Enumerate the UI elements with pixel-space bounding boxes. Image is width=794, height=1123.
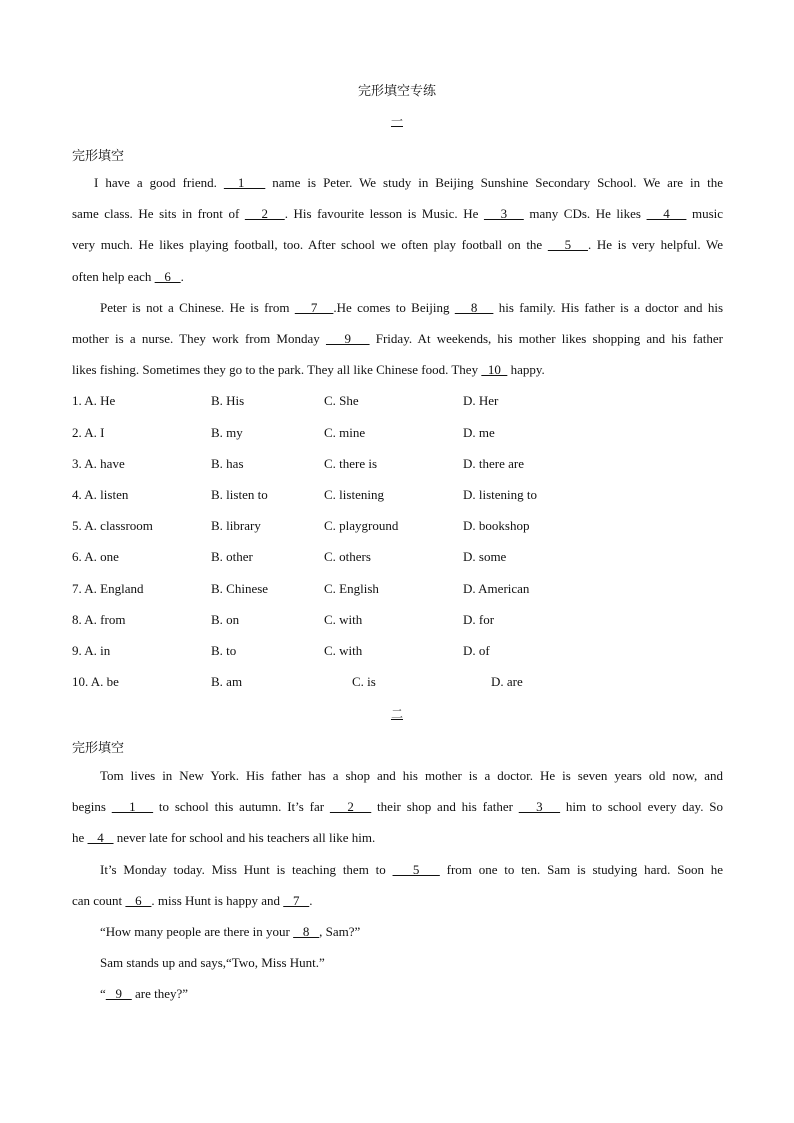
passage-text: he	[72, 830, 88, 845]
question-option: B. has	[211, 456, 244, 471]
question-option: C. mine	[324, 425, 366, 440]
blank-number: 5	[547, 237, 588, 252]
question-option: B. to	[211, 643, 237, 658]
passage-text: from one to ten. Sam is studying hard. Soon he	[439, 862, 724, 877]
passage-text: can count	[72, 893, 126, 908]
question-option-a: 4. A. listen	[72, 487, 129, 502]
question-option-a: 3. A. have	[72, 456, 125, 471]
question-option-a: 7. A. England	[72, 581, 144, 596]
blank-number: 5	[392, 862, 440, 877]
passage-text: many CDs. He likes	[523, 206, 647, 221]
passage-text: . His favourite lesson is Music. He	[284, 206, 484, 221]
question-option-a: 6. A. one	[72, 549, 119, 564]
passage-text: “How many people are there in your	[100, 924, 294, 939]
passage-line	[72, 331, 723, 347]
question-option: B. am	[211, 674, 243, 689]
question-option: C. with	[324, 643, 363, 658]
passage-line	[72, 893, 723, 909]
section-heading-2: 二	[390, 707, 403, 721]
blank-number: 9	[325, 331, 370, 346]
blank-number: 1	[111, 799, 154, 814]
passage-line	[72, 269, 723, 285]
passage-text: to school this autumn. It’s far	[153, 799, 330, 814]
passage-text: . miss Hunt is happy and	[151, 893, 284, 908]
passage-text: are they?”	[131, 986, 189, 1001]
passage-text: .He comes to Beijing	[333, 300, 455, 315]
section-label-1: 完形填空	[72, 148, 125, 163]
passage-text: mother is a nurse. They work from Monday	[72, 331, 326, 346]
question-option: B. His	[211, 393, 245, 408]
blank-number: 4	[646, 206, 687, 221]
question-option-a: 10. A. be	[72, 674, 119, 689]
question-option: C. playground	[324, 518, 399, 533]
passage-line	[94, 175, 723, 191]
section-heading-1: 一	[390, 114, 403, 128]
blank-number: 2	[244, 206, 285, 221]
question-option: B. listen to	[211, 487, 268, 502]
passage-text: his family. His father is a doctor and his	[493, 300, 724, 315]
passage-text: . He is very helpful. We	[587, 237, 724, 252]
passage-text: their shop and his father	[371, 799, 519, 814]
passage-text: Tom lives in New York. His father has a shop and his mother is a doctor. He is seven years old now, and	[100, 768, 723, 783]
question-option: D. there are	[463, 456, 524, 471]
question-option: B. my	[211, 425, 243, 440]
passage-line	[100, 955, 723, 971]
passage-line	[100, 768, 723, 784]
passage-text: music	[686, 206, 724, 221]
question-option: B. Chinese	[211, 581, 269, 596]
question-option: D. bookshop	[463, 518, 530, 533]
passage-line	[72, 799, 723, 815]
passage-text: same class. He sits in front of	[72, 206, 245, 221]
passage-text: him to school every day. So	[560, 799, 723, 814]
blank-number: 3	[483, 206, 524, 221]
question-option: C. She	[324, 393, 359, 408]
blank-number: 3	[518, 799, 561, 814]
blank-number: 4	[87, 830, 114, 845]
blank-number: 7	[294, 300, 334, 315]
passage-line	[100, 300, 723, 316]
passage-line	[72, 206, 723, 222]
section-label-2: 完形填空	[72, 740, 125, 755]
question-option-a: 1. A. He	[72, 393, 116, 408]
passage-text: It’s Monday today. Miss Hunt is teaching them to	[100, 862, 393, 877]
passage-text: .	[309, 893, 313, 908]
question-option: C. English	[324, 581, 379, 596]
passage-text: Friday. At weekends, his mother likes shopping and his father	[369, 331, 724, 346]
question-option: B. library	[211, 518, 261, 533]
question-option: D. some	[463, 549, 507, 564]
blank-number: 8	[293, 924, 320, 939]
passage-text: I have a good friend.	[94, 175, 224, 190]
question-option: D. me	[463, 425, 495, 440]
passage-text: never late for school and his teachers all like him.	[113, 830, 376, 845]
question-option: D. Her	[463, 393, 499, 408]
passage-line	[72, 237, 723, 253]
passage-line	[72, 830, 723, 846]
blank-number: 9	[105, 986, 132, 1001]
question-option: D. are	[491, 674, 523, 689]
passage-line	[100, 986, 723, 1002]
question-option: D. of	[463, 643, 490, 658]
question-option: C. there is	[324, 456, 378, 471]
question-option: B. other	[211, 549, 253, 564]
blank-number: 6	[125, 893, 152, 908]
passage-text: name is Peter. We study in Beijing Sunshine Secondary School. We are in the	[265, 175, 724, 190]
question-option: D. listening to	[463, 487, 538, 502]
question-option: C. listening	[324, 487, 384, 502]
question-option: C. is	[352, 674, 376, 689]
question-option-a: 5. A. classroom	[72, 518, 153, 533]
question-option: D. for	[463, 612, 495, 627]
passage-text: very much. He likes playing football, too. After school we often play football on the	[72, 237, 548, 252]
question-option-a: 2. A. I	[72, 425, 105, 440]
blank-number: 1	[223, 175, 266, 190]
question-option-a: 9. A. in	[72, 643, 111, 658]
question-option: C. others	[324, 549, 371, 564]
page-title: 完形填空专练	[357, 83, 436, 98]
passage-text: happy.	[507, 362, 545, 377]
passage-text: likes fishing. Sometimes they go to the park. They all like Chinese food. They	[72, 362, 482, 377]
blank-number: 6	[154, 269, 181, 284]
passage-text: Peter is not a Chinese. He is from	[100, 300, 295, 315]
passage-text: often help each	[72, 269, 155, 284]
passage-text: .	[180, 269, 184, 284]
passage-line	[100, 862, 723, 878]
blank-number: 7	[283, 893, 310, 908]
question-option: D. American	[463, 581, 530, 596]
blank-number: 10	[481, 362, 508, 377]
question-option: B. on	[211, 612, 240, 627]
passage-line	[72, 362, 723, 378]
blank-number: 8	[454, 300, 494, 315]
question-option-a: 8. A. from	[72, 612, 126, 627]
passage-line	[100, 924, 723, 940]
passage-text: “	[100, 986, 106, 1001]
passage-text: Sam stands up and says,“Two, Miss Hunt.”	[100, 955, 325, 970]
passage-text: begins	[72, 799, 112, 814]
blank-number: 2	[329, 799, 372, 814]
passage-text: , Sam?”	[319, 924, 361, 939]
question-option: C. with	[324, 612, 363, 627]
